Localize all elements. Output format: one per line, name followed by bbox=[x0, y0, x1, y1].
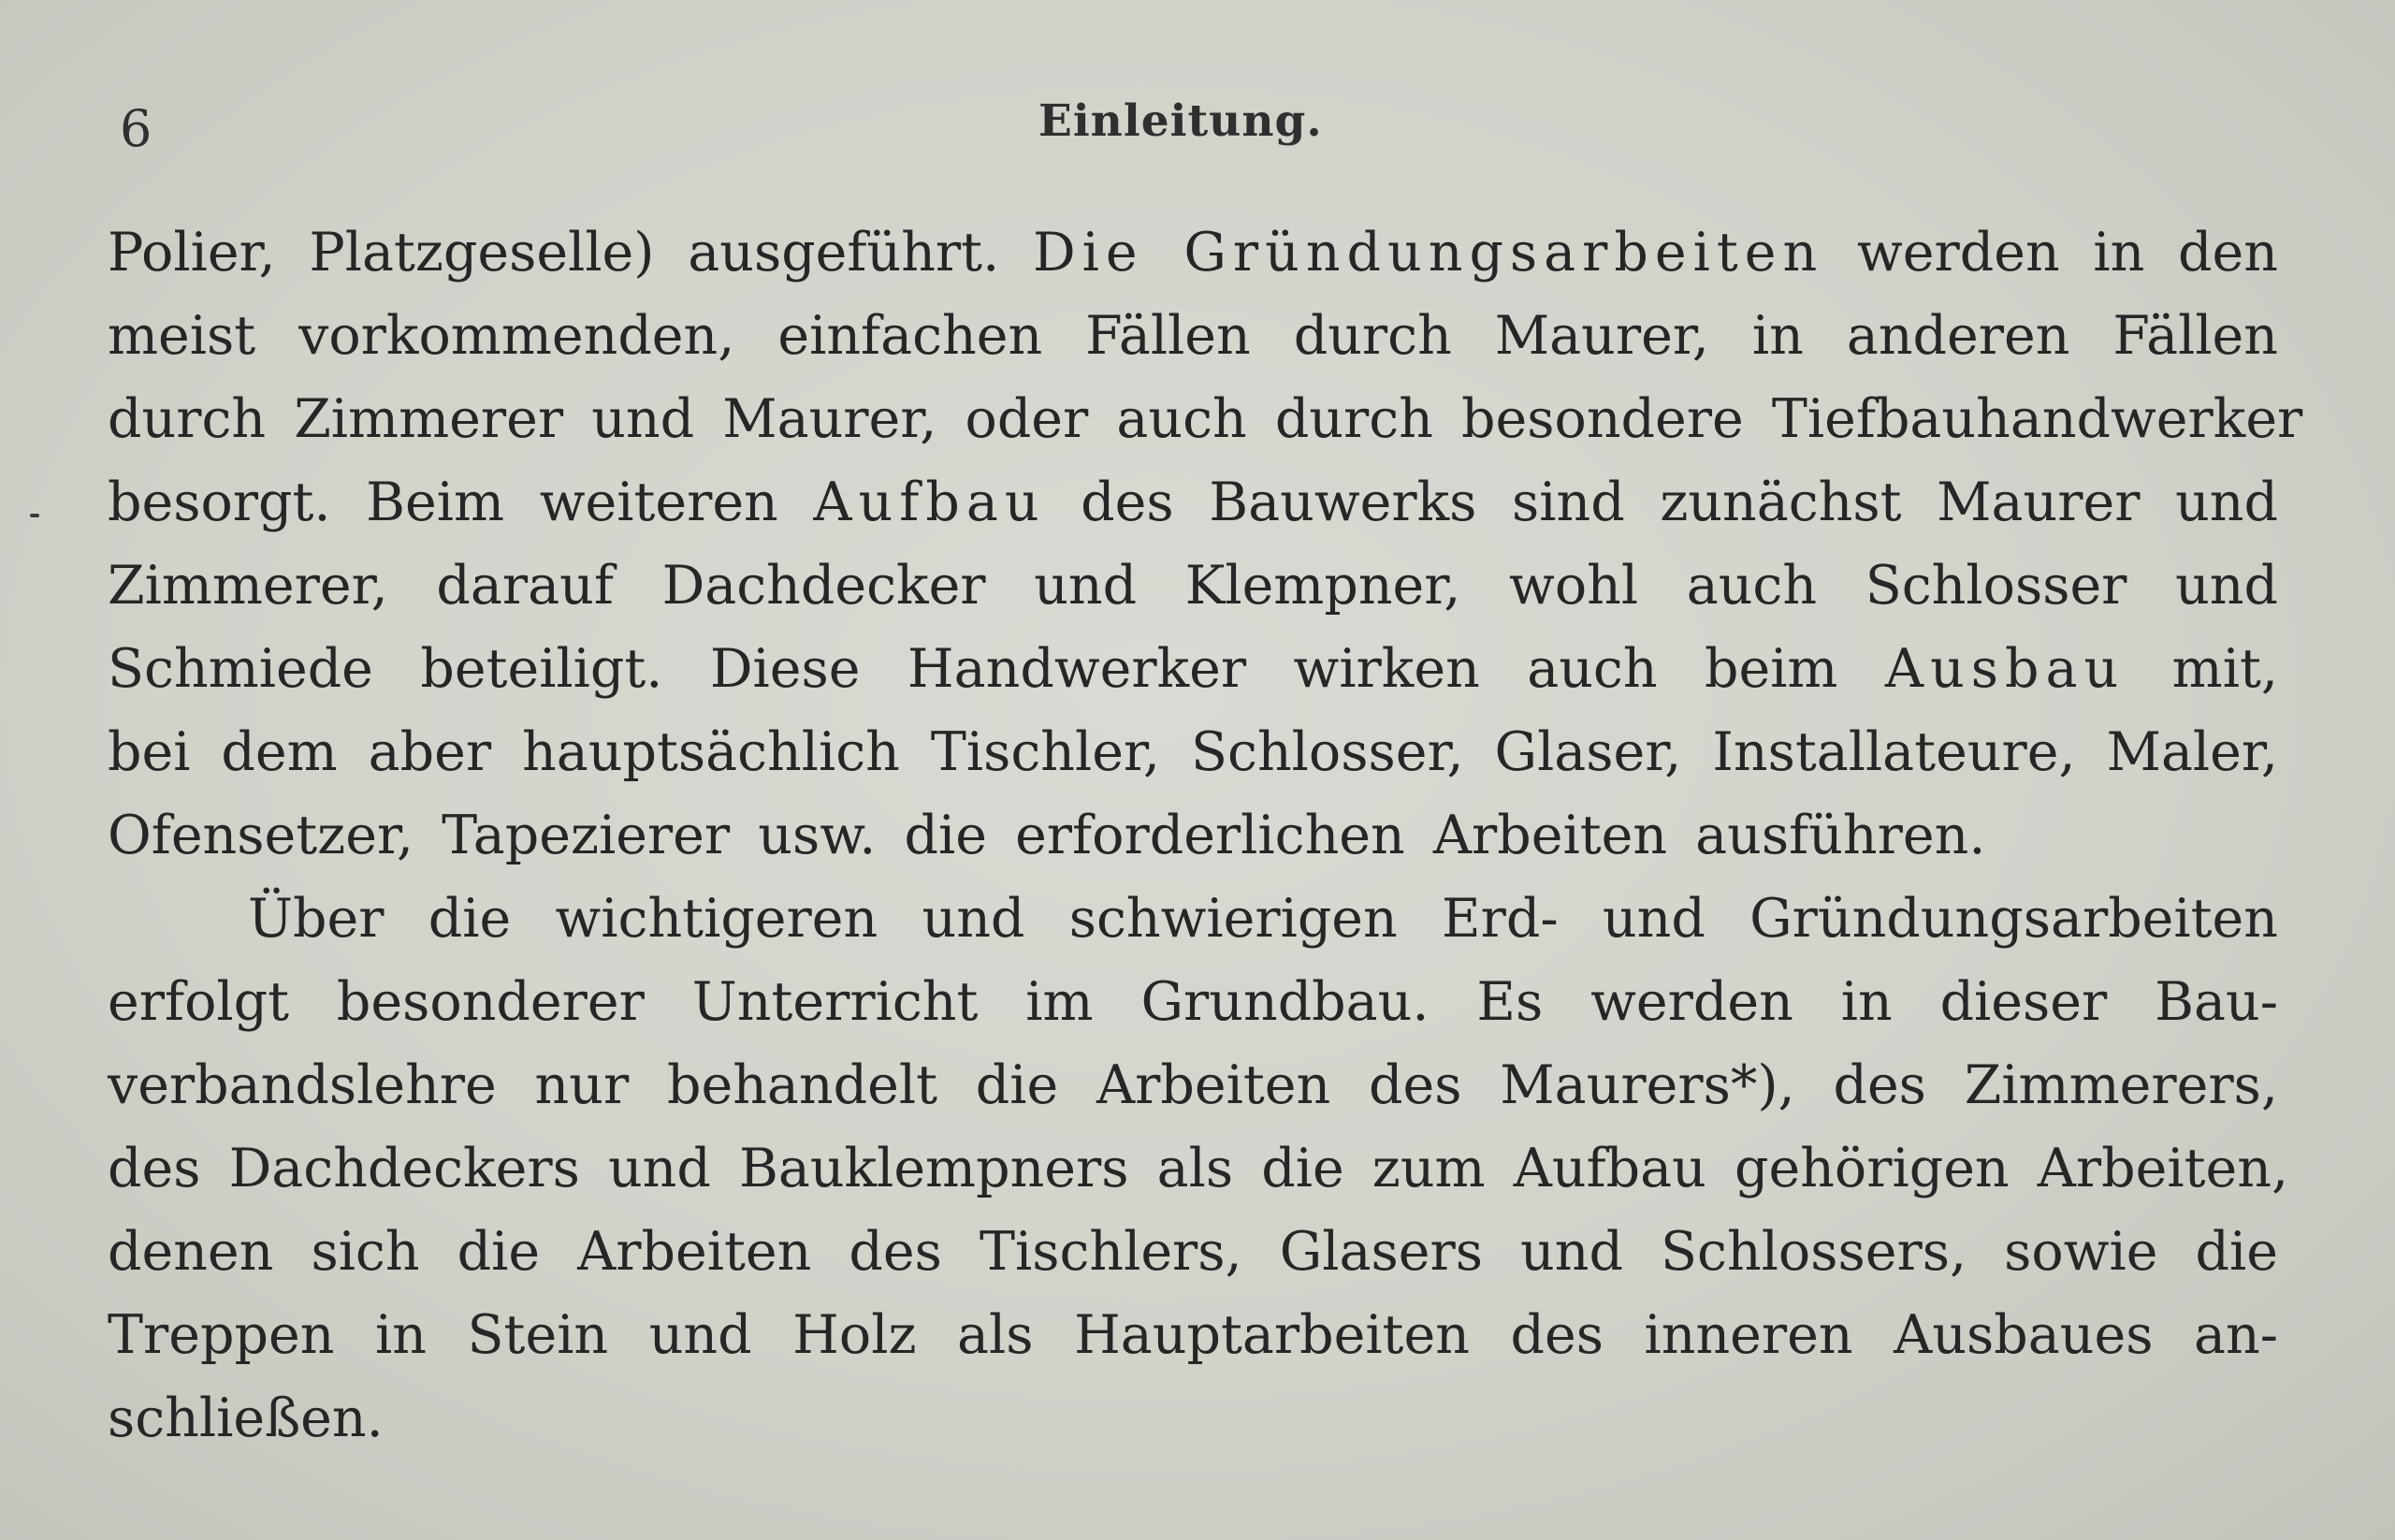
line-segment: mit, bbox=[2125, 638, 2278, 700]
line-segment: des Dachdeckers und Bauklempners als die zum Aufbau gehörigen Arbeiten, bbox=[108, 1138, 2289, 1199]
emphasized-term: Die Gründungsarbeiten bbox=[1032, 222, 1824, 283]
line-segment: durch Zimmerer und Maurer, oder auch durch besondere Tiefbauhandwerker bbox=[108, 388, 2303, 450]
line-segment: bei dem aber hauptsächlich Tischler, Schlosser, Glaser, Installateure, Maler, bbox=[108, 721, 2278, 783]
text-line bbox=[108, 295, 2278, 378]
text-line bbox=[108, 1211, 2278, 1294]
margin-mark bbox=[30, 514, 39, 517]
line-segment: meist vorkommenden, einfachen Fällen durch Maurer, in anderen Fällen bbox=[108, 305, 2278, 367]
running-head: Einleitung. bbox=[1038, 95, 1323, 147]
text-line bbox=[108, 1377, 2278, 1460]
text-line bbox=[108, 545, 2278, 628]
line-segment: Über die wichtigeren und schwierigen Erd- und Gründungsarbeiten bbox=[248, 888, 2278, 950]
line-segment: werden in den bbox=[1823, 222, 2278, 283]
text-line bbox=[108, 1044, 2278, 1127]
emphasized-term: Ausbau bbox=[1884, 638, 2126, 700]
line-segment: verbandslehre nur behandelt die Arbeiten des Maurers*), des Zimmerers, bbox=[108, 1054, 2278, 1116]
line-segment: Ofensetzer, Tapezierer usw. die erforderlichen Arbeiten ausführen. bbox=[108, 805, 1986, 866]
text-line bbox=[108, 1294, 2278, 1377]
text-line bbox=[108, 794, 2278, 878]
line-segment: erfolgt besonderer Unterricht im Grundbau. Es werden in dieser Bau- bbox=[108, 971, 2278, 1033]
text-line bbox=[108, 878, 2278, 961]
text-line bbox=[108, 628, 2278, 711]
line-segment: Treppen in Stein und Holz als Hauptarbeiten des inneren Ausbaues an- bbox=[108, 1304, 2278, 1366]
page-number: 6 bbox=[120, 99, 152, 158]
text-line bbox=[108, 1127, 2289, 1211]
text-line bbox=[108, 961, 2278, 1044]
text-line bbox=[108, 711, 2278, 794]
line-segment: besorgt. Beim weiteren bbox=[108, 472, 814, 533]
text-line bbox=[108, 378, 2303, 461]
paragraph-2 bbox=[108, 878, 2289, 1460]
paragraph-1 bbox=[108, 211, 2303, 878]
text-line bbox=[108, 461, 2278, 545]
line-segment: denen sich die Arbeiten des Tischlers, Glasers und Schlossers, sowie die bbox=[108, 1221, 2278, 1283]
emphasized-term: Aufbau bbox=[813, 472, 1046, 533]
text-line bbox=[108, 211, 2278, 295]
line-segment: schließen. bbox=[108, 1387, 384, 1449]
line-segment: des Bauwerks sind zunächst Maurer und bbox=[1045, 472, 2278, 533]
line-segment: Zimmerer, darauf Dachdecker und Klempner, wohl auch Schlosser und bbox=[108, 555, 2278, 617]
line-segment: Polier, Platzgeselle) ausgeführt. bbox=[108, 222, 1033, 283]
body-text bbox=[108, 211, 2303, 1460]
line-segment: Schmiede beteiligt. Diese Handwerker wirken auch beim bbox=[108, 638, 1885, 700]
